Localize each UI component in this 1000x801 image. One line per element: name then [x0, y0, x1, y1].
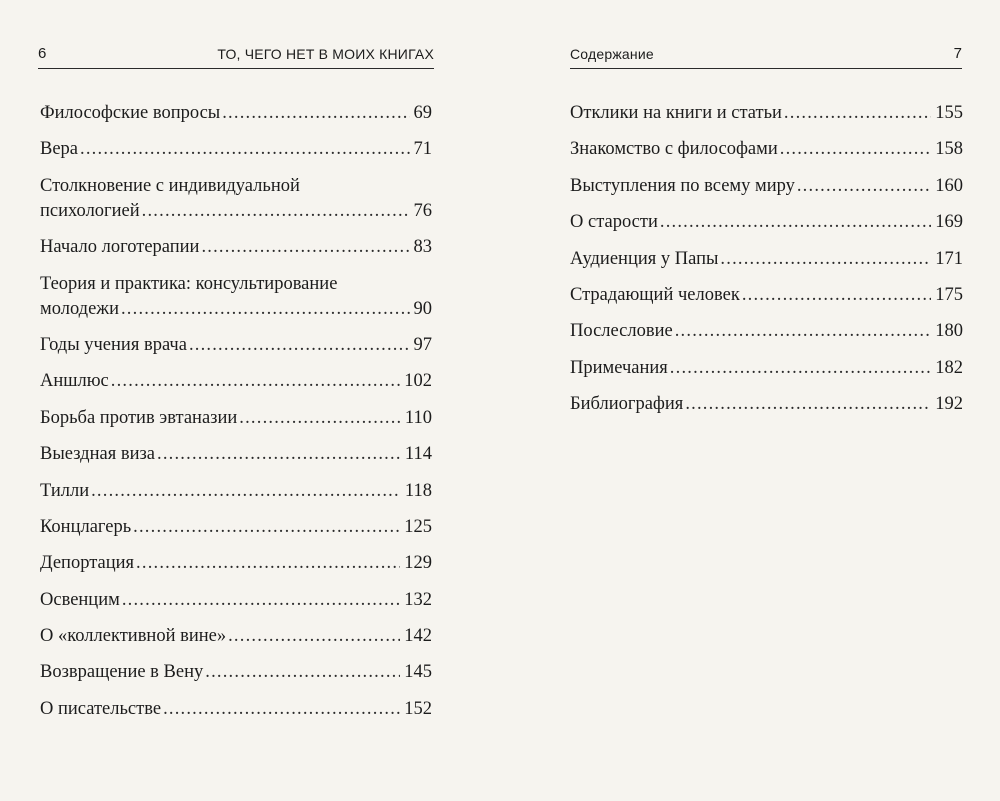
toc-entry: [40, 442, 432, 467]
toc-entry-page-number: 192: [935, 394, 963, 415]
running-title: Содержание: [570, 46, 654, 62]
running-title: ТО, ЧЕГО НЕТ В МОИХ КНИГАХ: [217, 46, 434, 62]
running-head: [570, 44, 962, 69]
toc-entry-title: Концлагерь: [40, 516, 132, 537]
toc-entry-row: [570, 392, 963, 417]
dot-leader: [121, 297, 410, 322]
toc-entry-page-number: 118: [404, 480, 432, 501]
dot-leader: [780, 137, 932, 162]
toc-entry-title: Библиография: [570, 394, 684, 415]
dot-leader: [784, 101, 931, 126]
toc-entry-title: Вера: [40, 139, 79, 160]
dot-leader: [189, 333, 410, 358]
toc-entry-title: Выступления по всему миру: [570, 175, 795, 196]
dot-leader: [239, 406, 401, 431]
toc-entry-title: Выездная виза: [40, 444, 155, 465]
toc-entry-page-number: 97: [413, 334, 432, 355]
toc-entry-row: [40, 369, 432, 394]
toc-entry-title: Послесловие: [570, 321, 673, 342]
toc-entry-row: [570, 247, 963, 272]
toc-entry-row: [40, 235, 432, 260]
toc-entry-page-number: 171: [935, 248, 963, 269]
dot-leader: [163, 697, 400, 722]
toc-entry-row: [570, 174, 963, 199]
toc-entry-page-number: 102: [404, 371, 432, 392]
dot-leader: [670, 356, 931, 381]
toc-entry-page-number: 125: [404, 516, 432, 537]
toc-entry-page-number: 83: [413, 237, 432, 258]
toc-entry-page-number: 152: [404, 698, 432, 719]
toc-entry-page-number: 132: [404, 589, 432, 610]
dot-leader: [91, 479, 401, 504]
dot-leader: [201, 235, 409, 260]
toc-entry-row: [570, 137, 963, 162]
table-of-contents: [570, 101, 963, 429]
toc-entry-page-number: 129: [404, 553, 432, 574]
toc-entry-title: Возвращение в Вену: [40, 662, 204, 683]
toc-entry: [570, 247, 963, 272]
toc-entry-title: Освенцим: [40, 589, 120, 610]
toc-entry-row: [570, 319, 963, 344]
toc-entry-row: [40, 137, 432, 162]
toc-entry-title: Аншлюс: [40, 371, 109, 392]
dot-leader: [133, 515, 400, 540]
dot-leader: [136, 551, 400, 576]
page-number: 6: [38, 45, 47, 62]
toc-entry-page-number: 76: [413, 200, 432, 221]
toc-entry: [40, 479, 432, 504]
dot-leader: [205, 660, 400, 685]
page-number: 7: [953, 45, 962, 62]
toc-entry: [570, 210, 963, 235]
toc-entry: [40, 369, 432, 394]
toc-entry: [40, 551, 432, 576]
toc-entry-title: Годы учения врача: [40, 334, 187, 355]
toc-entry-page-number: 155: [935, 103, 963, 123]
toc-entry-title: Примечания: [570, 357, 668, 378]
toc-entry-row: [40, 406, 432, 431]
toc-entry: [40, 660, 432, 685]
dot-leader: [142, 199, 410, 224]
toc-entry-title: молодежи: [40, 298, 119, 319]
dot-leader: [720, 247, 931, 272]
toc-entry-page-number: 69: [413, 103, 432, 123]
toc-entry-page-number: 142: [404, 626, 432, 647]
toc-entry-row: [40, 588, 432, 613]
toc-entry-title: О старости: [570, 212, 658, 233]
toc-entry-page-number: 110: [404, 407, 432, 428]
toc-entry-title: Аудиенция у Папы: [570, 248, 719, 269]
right-page: [500, 0, 1000, 801]
dot-leader: [157, 442, 401, 467]
toc-entry-title: Страдающий человек: [570, 284, 740, 305]
toc-entry-row: [40, 442, 432, 467]
toc-entry-row: [40, 297, 432, 322]
toc-entry: [570, 283, 963, 308]
toc-entry-title-line: Теория и практика: консультирование: [40, 273, 338, 294]
toc-entry-page-number: 158: [935, 139, 963, 160]
toc-entry-title: Отклики на книги и статьи: [570, 103, 782, 123]
toc-entry: [40, 235, 432, 260]
toc-entry: [570, 101, 963, 126]
toc-entry-title: Знакомство с философами: [570, 139, 778, 160]
toc-entry: [40, 101, 432, 126]
toc-entry: [40, 137, 432, 162]
toc-entry-page-number: 180: [935, 321, 963, 342]
toc-entry-title: Начало логотерапии: [40, 237, 200, 258]
toc-entry: [40, 515, 432, 540]
toc-entry-row: [40, 660, 432, 685]
toc-entry: [570, 392, 963, 417]
toc-entry-row: [40, 199, 432, 224]
toc-entry: [40, 588, 432, 613]
toc-entry: [40, 272, 432, 322]
toc-entry-page-number: 145: [404, 662, 432, 683]
toc-entry-page-number: 169: [935, 212, 963, 233]
toc-entry: [40, 174, 432, 224]
toc-entry-row: [570, 356, 963, 381]
dot-leader: [122, 588, 400, 613]
toc-entry-page-number: 160: [935, 175, 963, 196]
toc-entry: [40, 697, 432, 722]
toc-entry-row: [40, 479, 432, 504]
dot-leader: [80, 137, 409, 162]
toc-entry-row: [40, 624, 432, 649]
dot-leader: [111, 369, 400, 394]
dot-leader: [675, 319, 932, 344]
dot-leader: [660, 210, 931, 235]
toc-entry-title: Тилли: [40, 480, 90, 501]
toc-entry-title: Депортация: [40, 553, 135, 574]
toc-entry-title: психологией: [40, 200, 140, 221]
toc-entry-row: [40, 551, 432, 576]
toc-entry-row: [40, 333, 432, 358]
toc-entry-row: [40, 101, 432, 126]
toc-entry-title: Философские вопросы: [40, 103, 221, 123]
toc-entry-row: [570, 210, 963, 235]
toc-entry: [570, 356, 963, 381]
toc-entry-row: [40, 515, 432, 540]
dot-leader: [797, 174, 931, 199]
toc-entry-page-number: 90: [413, 298, 432, 319]
toc-entry: [570, 137, 963, 162]
toc-entry-title-line: Столкновение с индивидуальной: [40, 175, 300, 196]
running-head: [38, 44, 434, 69]
toc-entry-page-number: 175: [935, 284, 963, 305]
toc-entry-row: [570, 101, 963, 126]
dot-leader: [228, 624, 400, 649]
toc-entry-title: О писательстве: [40, 698, 162, 719]
toc-entry-row: [570, 283, 963, 308]
toc-entry: [40, 406, 432, 431]
toc-entry-row: [40, 697, 432, 722]
toc-entry-page-number: 114: [404, 444, 432, 465]
toc-entry: [40, 333, 432, 358]
dot-leader: [222, 101, 409, 126]
dot-leader: [742, 283, 931, 308]
toc-entry-title: О «коллективной вине»: [40, 626, 227, 647]
toc-entry: [570, 319, 963, 344]
dot-leader: [685, 392, 931, 417]
toc-entry: [570, 174, 963, 199]
toc-entry: [40, 624, 432, 649]
toc-entry-page-number: 182: [935, 357, 963, 378]
table-of-contents: [40, 101, 432, 733]
toc-entry-page-number: 71: [413, 139, 432, 160]
toc-entry-title: Борьба против эвтаназии: [40, 407, 238, 428]
